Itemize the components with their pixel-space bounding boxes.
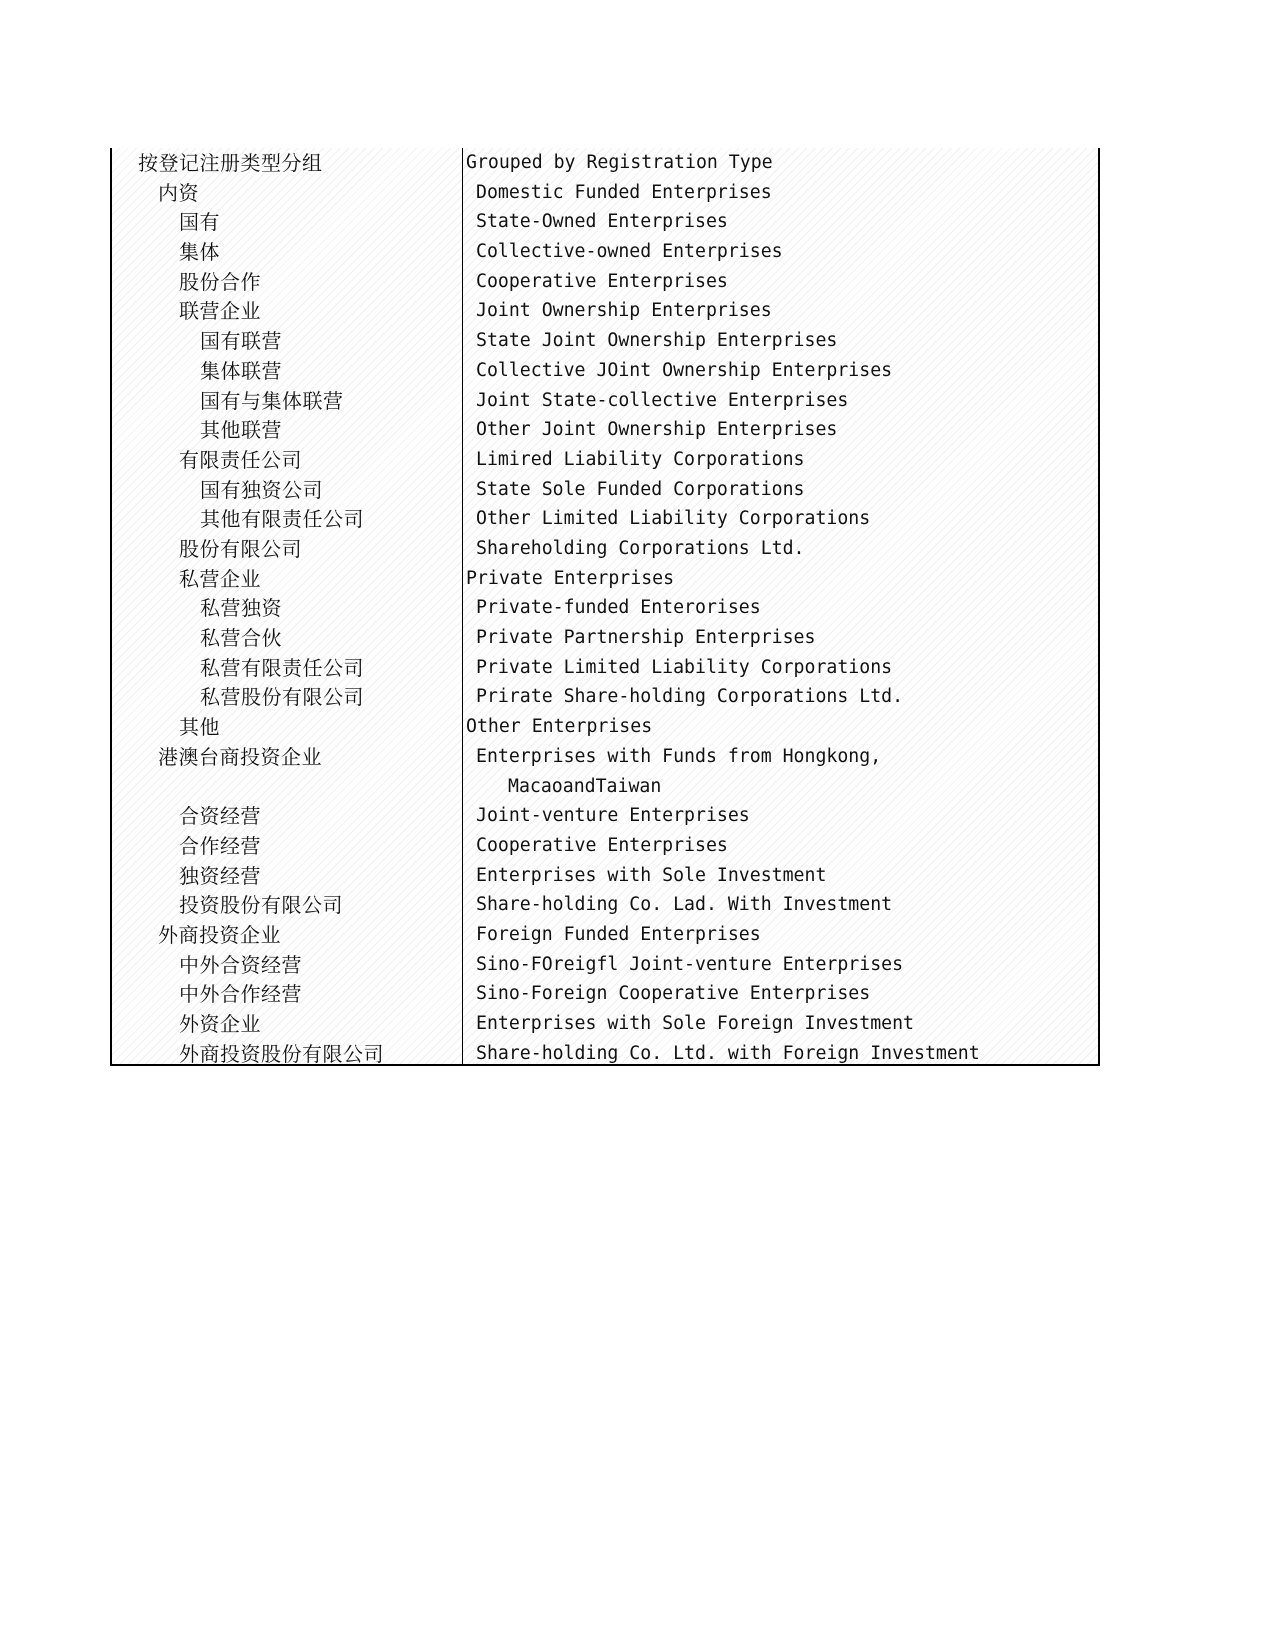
category-name-en [476, 477, 805, 503]
table-row [112, 653, 1098, 683]
table-row [112, 326, 1098, 356]
table-row [112, 178, 1098, 208]
table-row [112, 148, 1098, 178]
table-row [112, 356, 1098, 386]
category-name-en [476, 447, 805, 473]
category-name-zh: 集体 [179, 240, 220, 265]
category-name-en-text: Private Enterprises [466, 567, 675, 589]
table-row [112, 682, 1098, 712]
category-name-en-text: Enterprises with Funds from Hongkong, [476, 745, 882, 767]
category-name-en-text: Collective-owned Enterprises [476, 241, 783, 263]
category-name-en [466, 150, 773, 176]
category-name-en-text: Other Enterprises [466, 716, 653, 738]
category-name-en [476, 744, 881, 800]
category-name-en [476, 892, 892, 918]
category-name-en-text: Collective JOint Ownership Enterprises [476, 359, 893, 381]
table-row [112, 564, 1098, 594]
category-name-en-text: Private-funded Enterorises [476, 597, 761, 619]
category-name-en [476, 209, 728, 235]
category-name-zh: 中外合资经营 [179, 952, 302, 977]
table-row [112, 593, 1098, 623]
table-row [112, 534, 1098, 564]
category-name-en-text: Shareholding Corporations Ltd. [476, 537, 805, 559]
registration-type-table [110, 148, 1100, 1066]
category-name-en [476, 180, 772, 206]
category-name-zh: 国有与集体联营 [200, 388, 344, 413]
category-name-zh: 私营独资 [200, 596, 282, 621]
table-row [112, 801, 1098, 831]
category-name-zh: 国有联营 [200, 329, 282, 354]
category-name-en [476, 863, 826, 889]
category-name-en [476, 684, 903, 710]
category-name-zh: 其他 [179, 715, 220, 740]
category-name-zh: 外资企业 [179, 1011, 261, 1036]
category-name-zh: 合资经营 [179, 804, 261, 829]
category-name-zh: 联营企业 [179, 299, 261, 324]
table-row [112, 920, 1098, 950]
category-name-zh: 股份合作 [179, 269, 261, 294]
category-name-en [476, 269, 728, 295]
category-name-en [476, 298, 772, 324]
category-name-zh: 外商投资企业 [158, 922, 281, 947]
category-name-en-text: Joint-venture Enterprises [476, 805, 750, 827]
category-name-zh: 私营有限责任公司 [200, 655, 364, 680]
category-name-zh: 私营股份有限公司 [200, 685, 364, 710]
category-name-en [476, 358, 892, 384]
category-name-zh: 集体联营 [200, 358, 282, 383]
table-row [112, 742, 1098, 801]
category-name-en-text: Sino-FOreigfl Joint-venture Enterprises [476, 953, 904, 975]
category-name-en [476, 952, 903, 978]
table-row [112, 386, 1098, 416]
category-name-en-continuation: MacaoandTaiwan [508, 775, 662, 797]
table-row [112, 861, 1098, 891]
category-name-en-text: State Sole Funded Corporations [476, 478, 805, 500]
category-name-en-text: Other Limited Liability Corporations [476, 508, 871, 530]
category-name-zh: 内资 [158, 180, 199, 205]
table-row [112, 890, 1098, 920]
category-name-en-text: Cooperative Enterprises [476, 834, 728, 856]
table-row [112, 831, 1098, 861]
category-name-en-text: Other Joint Ownership Enterprises [476, 419, 838, 441]
category-name-zh: 其他联营 [200, 418, 282, 443]
category-name-en-text: Share-holding Co. Ltd. with Foreign Investment [476, 1042, 980, 1064]
category-name-en [476, 595, 761, 621]
table-row [112, 979, 1098, 1009]
category-name-en-text: Joint Ownership Enterprises [476, 300, 772, 322]
category-name-en-text: Private Partnership Enterprises [476, 627, 816, 648]
table-row [112, 623, 1098, 653]
category-name-en [476, 1041, 980, 1067]
category-name-en-text: Domestic Funded Enterprises [476, 181, 772, 203]
table-row [112, 415, 1098, 445]
category-name-zh: 其他有限责任公司 [200, 507, 364, 532]
category-name-en-text: Cooperative Enterprises [476, 270, 728, 292]
category-name-en-text: Grouped by Registration Type [466, 152, 773, 173]
category-name-en [476, 506, 870, 532]
table-row [112, 1039, 1098, 1069]
category-name-en-text: State-Owned Enterprises [476, 211, 728, 233]
category-name-en-text: Share-holding Co. Lad. With Investment [476, 894, 893, 916]
table-rows [112, 148, 1098, 1068]
category-name-en [476, 388, 848, 414]
category-name-zh: 合作经营 [179, 833, 261, 858]
category-name-zh: 外商投资股份有限公司 [179, 1041, 384, 1066]
category-name-zh: 私营合伙 [200, 626, 282, 650]
category-name-en [476, 239, 783, 265]
category-name-zh: 港澳台商投资企业 [158, 744, 322, 769]
table-row [112, 1009, 1098, 1039]
category-name-en [476, 922, 761, 948]
category-name-en-text: Limired Liability Corporations [476, 448, 805, 470]
category-name-zh: 股份有限公司 [179, 536, 302, 561]
category-name-zh: 独资经营 [179, 863, 261, 888]
category-name-en [466, 714, 652, 740]
category-name-zh: 按登记注册类型分组 [138, 151, 323, 175]
category-name-en [466, 566, 674, 592]
category-name-en-text: Enterprises with Sole Foreign Investment [476, 1012, 914, 1034]
category-name-zh: 投资股份有限公司 [179, 893, 343, 918]
category-name-zh: 国有 [179, 210, 220, 235]
table-row [112, 207, 1098, 237]
category-name-en-text: Private Limited Liability Corporations [476, 656, 893, 678]
category-name-en [476, 1011, 914, 1037]
table-row [112, 237, 1098, 267]
table-row [112, 504, 1098, 534]
table-row [112, 267, 1098, 297]
table-row [112, 296, 1098, 326]
table-row [112, 950, 1098, 980]
category-name-en [476, 803, 750, 829]
table-row [112, 475, 1098, 505]
category-name-en [476, 655, 892, 681]
category-name-en-text: Enterprises with Sole Investment [476, 864, 827, 886]
category-name-zh: 中外合作经营 [179, 982, 302, 1007]
category-name-zh: 有限责任公司 [179, 447, 302, 472]
category-name-zh: 国有独资公司 [200, 477, 323, 502]
category-name-en [476, 833, 728, 859]
category-name-en-text: Sino-Foreign Cooperative Enterprises [476, 983, 871, 1005]
category-name-en [476, 417, 837, 443]
category-name-en [476, 328, 837, 354]
category-name-en [476, 625, 815, 651]
category-name-en-text: Foreign Funded Enterprises [476, 923, 761, 945]
category-name-en-text: Prirate Share-holding Corporations Ltd. [476, 686, 904, 708]
category-name-zh: 私营企业 [179, 566, 261, 591]
category-name-en-text: State Joint Ownership Enterprises [476, 330, 838, 352]
category-name-en [476, 536, 805, 562]
category-name-en-text: Joint State-collective Enterprises [476, 389, 849, 411]
category-name-en [476, 981, 870, 1007]
table-row [112, 712, 1098, 742]
table-row [112, 445, 1098, 475]
